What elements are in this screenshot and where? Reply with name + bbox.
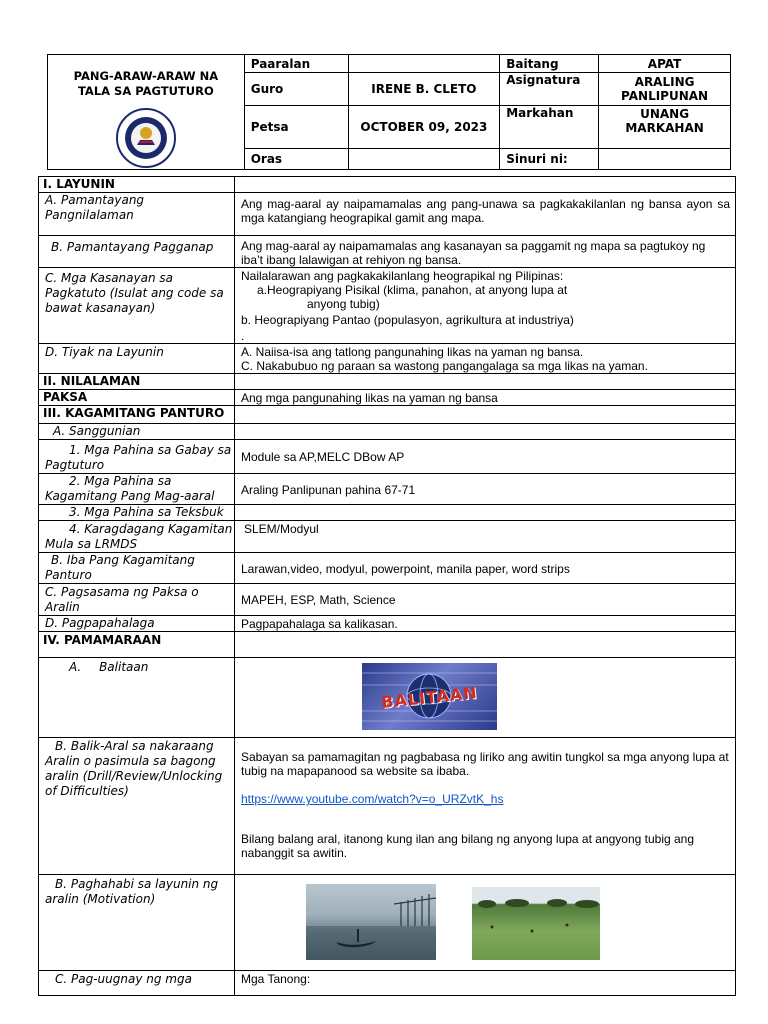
time-value (348, 149, 500, 170)
row-value-pagpapahalaga: Pagpapahalaga sa kalikasan. (235, 616, 736, 632)
deped-seal-logo (115, 107, 177, 169)
teacher-label: Guro (244, 73, 348, 106)
row-value-tiyak (235, 344, 736, 374)
grade-value: APAT (599, 55, 731, 73)
row-value-balik-aral (235, 738, 736, 875)
school-label: Paaralan (244, 55, 348, 73)
quarter-value: UNANG MARKAHAN (599, 105, 731, 148)
row-label-pagsasama (39, 584, 235, 616)
empty-cell (235, 505, 736, 521)
balitaan-image-title: BALITAAN (380, 683, 479, 712)
tiyak-line: A. Naiisa-isa ang tatlong pangunahing likas na yaman ng bansa. (241, 345, 584, 359)
balik-aral-paragraph: Sabayan sa pamamagitan ng pagbabasa ng liriko ang awitin tungkol sa mga anyong lupa at tubig na mapapanood sa website sa ibaba. (241, 750, 729, 778)
empty-cell (235, 177, 736, 193)
row-label-sanggunian (39, 424, 235, 440)
kasanayan-line: . (241, 329, 245, 343)
row-value-gabay: Module sa AP,MELC DBow AP (235, 440, 736, 474)
section-kagamitan: III. KAGAMITANG PANTURO (39, 406, 235, 424)
row-value-kagamitan-mag-aaral: Araling Panlipunan pahina 67-71 (235, 474, 736, 505)
row-value-paksa: Ang mga pangunahing likas na yaman ng bansa (235, 390, 736, 406)
reviewed-value (599, 149, 731, 170)
label-text: 1. Mga Pahina sa Gabay sa Pagtuturo (45, 443, 232, 472)
kasanayan-line: b. Heograpiyang Pantao (populasyon, agrikultura at industriya) (241, 313, 574, 327)
header-table (47, 54, 731, 170)
row-label-pamantayang-pagganap (39, 236, 235, 268)
tiyak-line: C. Nakabubuo ng paraan sa wastong pangangalaga sa mga likas na yaman. (241, 359, 648, 373)
label-text: B. Iba Pang Kagamitang Panturo (45, 553, 195, 582)
label-text: A. Pamantayang Pangnilalaman (45, 193, 145, 222)
teacher-value: IRENE B. CLETO (348, 73, 500, 106)
row-label-teksbuk (39, 505, 235, 521)
row-label-kasanayan (39, 268, 235, 344)
label-text: C. Pagsasama ng Paksa o Aralin (45, 585, 199, 614)
row-value-pag-uugnay: Mga Tanong: (235, 971, 736, 996)
kasanayan-line: Nailalarawan ang pagkakakilanlang heograpikal ng Pilipinas: (241, 269, 564, 283)
label-text: B. Pamantayang Pagganap (51, 240, 214, 254)
lesson-plan-table (38, 176, 736, 996)
row-value-iba-pang: Larawan,video, modyul, powerpoint, manila paper, word strips (235, 553, 736, 584)
school-value (348, 55, 500, 73)
date-label: Petsa (244, 105, 348, 148)
kasanayan-line: anyong tubig) (307, 297, 380, 311)
date-value: OCTOBER 09, 2023 (348, 105, 500, 148)
balik-aral-paragraph: Bilang balang aral, itanong kung ilan ang bilang ng anyong lupa at angyong tubig ang nabanggit sa awitin. (241, 832, 695, 860)
section-nilalaman: II. NILALAMAN (39, 374, 235, 390)
section-pamamaraan: IV. PAMAMARAAN (39, 632, 235, 658)
kasanayan-line: a.Heograpiyang Pisikal (klima, panahon, at anyong lupa at (257, 283, 568, 297)
empty-cell (235, 424, 736, 440)
label-text: B. Paghahabi sa layunin ng aralin (Motivation) (45, 877, 219, 906)
label-number: A. (69, 660, 82, 674)
row-label-pamantayang-pangnilalaman (39, 193, 235, 236)
label-text: D. Pagpapahalaga (45, 616, 155, 630)
empty-cell (235, 632, 736, 658)
label-text: C. Mga Kasanayan sa Pagkatuto (Isulat ang code sa bawat kasanayan) (45, 271, 224, 315)
label-text: 2. Mga Pahina sa Kagamitang Pang Mag-aaral (45, 474, 215, 503)
label-text: D. Tiyak na Layunin (45, 345, 164, 359)
row-label-pag-uugnay (39, 971, 235, 996)
label-text: C. Pag-uugnay ng mga (55, 972, 192, 986)
row-value-paghahabi (235, 875, 736, 971)
label-text: Balitaan (99, 660, 149, 674)
label-text: 4. Karagdagang Kagamitan Mula sa LRMDS (45, 522, 233, 551)
label-text: 3. Mga Pahina sa Teksbuk (69, 505, 224, 519)
grassland-photo (472, 887, 600, 960)
section-layunin: I. LAYUNIN (39, 177, 235, 193)
row-value-balitaan (235, 658, 736, 738)
grade-label: Baitang (500, 55, 599, 73)
row-label-kagamitan-mag-aaral (39, 474, 235, 505)
subject-label: Asignatura (500, 73, 599, 106)
row-label-iba-pang (39, 553, 235, 584)
reviewed-label: Sinuri ni: (500, 149, 599, 170)
time-label: Oras (244, 149, 348, 170)
row-value-pamantayang-pangnilalaman: Ang mag-aaral ay naipamamalas ang pang-unawa sa pagkakakilanlan ng bansa ayon sa mga katangiang heograpikal gamit ang mapa. (235, 193, 736, 236)
row-label-paghahabi (39, 875, 235, 971)
row-value-lrmds: SLEM/Modyul (235, 521, 736, 553)
row-label-tiyak (39, 344, 235, 374)
subject-value: ARALING PANLIPUNAN (599, 73, 731, 106)
row-label-balik-aral (39, 738, 235, 875)
label-text: A. Sanggunian (53, 424, 141, 438)
row-value-pagsasama: MAPEH, ESP, Math, Science (235, 584, 736, 616)
header-title-cell (48, 55, 245, 170)
river-boat-photo (306, 884, 436, 960)
section-paksa: PAKSA (39, 390, 235, 406)
row-value-pamantayang-pagganap: Ang mag-aaral ay naipamamalas ang kasanayan sa paggamit ng mapa sa pagtukoy ng iba’t ibang lalawigan at rehiyon ng bansa. (235, 236, 736, 268)
empty-cell (235, 374, 736, 390)
youtube-link[interactable]: https://www.youtube.com/watch?v=o_URZvtK_hs (241, 792, 504, 806)
page-title: PANG-ARAW-ARAW NA TALA SA PAGTUTURO (73, 69, 219, 98)
quarter-label: Markahan (500, 105, 599, 148)
row-label-balitaan (39, 658, 235, 738)
label-text: B. Balik-Aral sa nakaraang Aralin o pasimula sa bagong aralin (Drill/Review/Unlocking of Difficulties) (45, 739, 223, 798)
row-label-gabay (39, 440, 235, 474)
balitaan-image (362, 663, 497, 730)
row-label-lrmds (39, 521, 235, 553)
row-value-kasanayan (235, 268, 736, 344)
row-label-pagpapahalaga (39, 616, 235, 632)
empty-cell (235, 406, 736, 424)
